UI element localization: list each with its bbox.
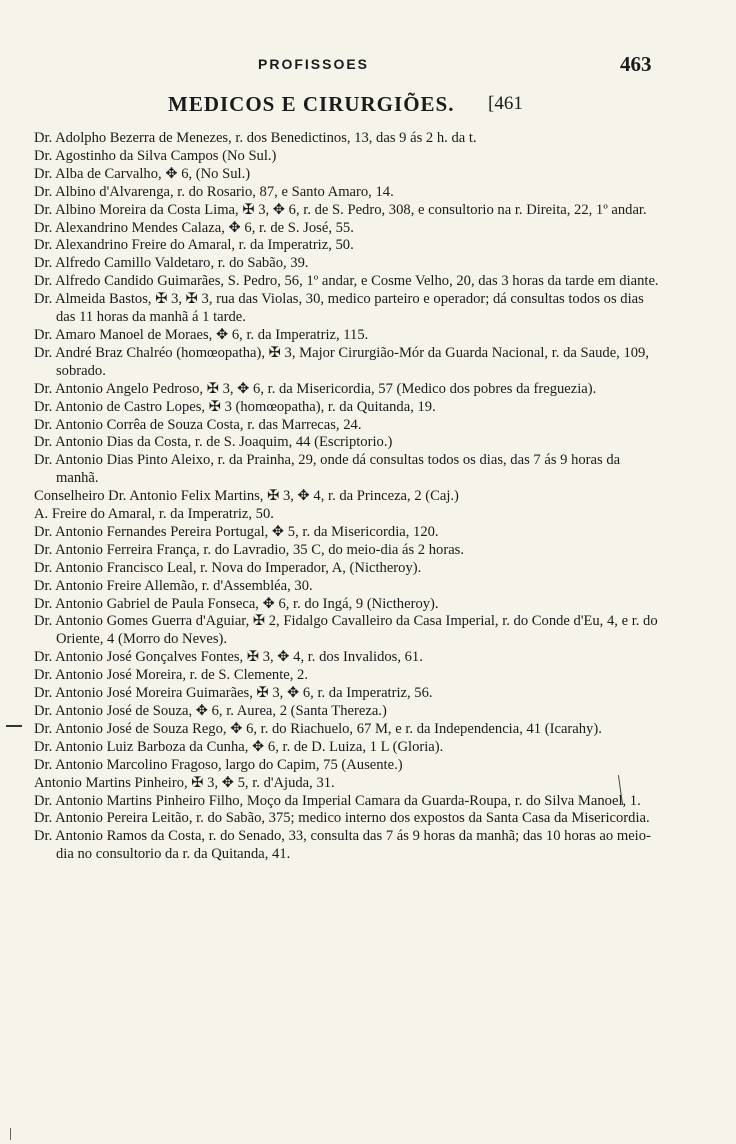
directory-entry: Conselheiro Dr. Antonio Felix Martins, ✠ 3, ✥ 4, r. da Princeza, 2 (Caj.) xyxy=(34,488,459,505)
directory-entry: Dr. Alexandrino Mendes Calaza, ✥ 6, r. de S. José, 55. xyxy=(34,219,354,236)
running-title: PROFISSOES xyxy=(258,56,370,72)
directory-entry: Dr. Antonio Marcolino Fragoso, largo do Capim, 75 (Ausente.) xyxy=(34,756,403,773)
page-number: 463 xyxy=(620,52,652,76)
section-title: MEDICOS E CIRURGIÕES. xyxy=(168,92,455,116)
directory-entry: Dr. Antonio Martins Pinheiro Filho, Moço da Imperial Camara da Guarda-Roupa, r. do Silva Manoel, 1. xyxy=(34,792,641,809)
directory-entry: Dr. Antonio Luiz Barboza da Cunha, ✥ 6, r. de D. Luiza, 1 L (Gloria). xyxy=(34,738,444,755)
stray-ink-mark xyxy=(10,1128,11,1140)
directory-entry: Dr. Agostinho da Silva Campos (No Sul.) xyxy=(34,147,277,164)
directory-entry: Dr. Alfredo Candido Guimarães, S. Pedro, 56, 1º andar, e Cosme Velho, 20, das 3 horas da tarde em diante. xyxy=(34,273,659,290)
directory-entry: Dr. Antonio Pereira Leitão, r. do Sabão, 375; medico interno dos expostos da Santa Casa da Misericordia. xyxy=(34,810,650,827)
directory-entry: Dr. Antonio Francisco Leal, r. Nova do Imperador, A, (Nictheroy). xyxy=(34,559,422,576)
directory-entry: Dr. Antonio José Gonçalves Fontes, ✠ 3, ✥ 4, r. dos Invalidos, 61. xyxy=(34,649,423,666)
directory-entry: Dr. Antonio José Moreira, r. de S. Clemente, 2. xyxy=(34,667,309,684)
directory-entry: Dr. Antonio Freire Allemão, r. d'Assembléa, 30. xyxy=(34,577,313,594)
margin-dash-mark xyxy=(6,725,22,727)
directory-entry: Antonio Martins Pinheiro, ✠ 3, ✥ 5, r. d'Ajuda, 31. xyxy=(34,774,335,791)
directory-entry: Dr. Alba de Carvalho, ✥ 6, (No Sul.) xyxy=(34,165,251,182)
directory-entry: A. Freire do Amaral, r. da Imperatriz, 50. xyxy=(34,506,274,523)
directory-entry: Dr. Antonio Gabriel de Paula Fonseca, ✥ 6, r. do Ingá, 9 (Nictheroy). xyxy=(34,595,439,612)
section-heading xyxy=(0,90,736,122)
directory-entry: Dr. Antonio de Castro Lopes, ✠ 3 (homœopatha), r. da Quitanda, 19. xyxy=(34,398,436,415)
directory-entry: Dr. Antonio José de Souza, ✥ 6, r. Aurea, 2 (Santa Thereza.) xyxy=(34,703,387,719)
directory-entry: Dr. Amaro Manoel de Moraes, ✥ 6, r. da Imperatriz, 115. xyxy=(34,326,369,343)
directory-entry: Dr. Alexandrino Freire do Amaral, r. da Imperatriz, 50. xyxy=(34,237,354,254)
directory-entry: Dr. Almeida Bastos, ✠ 3, ✠ 3, rua das Violas, 30, medico parteiro e operador; dá consultas todos os dias das 11 horas da manhã á 1 tarde. xyxy=(34,291,644,326)
directory-entry: Dr. Antonio Ramos da Costa, r. do Senado, 33, consulta das 7 ás 9 horas da manhã; das 10 horas ao meio-dia no consultorio da r. da Quitanda, 41. xyxy=(34,828,651,863)
directory-entry: Dr. Albino Moreira da Costa Lima, ✠ 3, ✥ 6, r. de S. Pedro, 308, e consultorio na r. Direita, 22, 1º andar. xyxy=(34,201,647,218)
directory-entry: Dr. Antonio Angelo Pedroso, ✠ 3, ✥ 6, r. da Misericordia, 57 (Medico dos pobres da freguezia). xyxy=(34,380,597,397)
directory-entry: Dr. Antonio Ferreira França, r. do Lavradio, 35 C, do meio-dia ás 2 horas. xyxy=(34,541,465,558)
directory-entry: Dr. Antonio Corrêa de Souza Costa, r. das Marrecas, 24. xyxy=(34,416,362,433)
directory-entry: Dr. Antonio José de Souza Rego, ✥ 6, r. do Riachuelo, 67 M, e r. da Independencia, 41 (Icarahy). xyxy=(34,720,602,737)
directory-entry: Dr. Antonio Dias da Costa, r. de S. Joaquim, 44 (Escriptorio.) xyxy=(34,434,393,451)
directory-entry: Dr. Antonio Dias Pinto Aleixo, r. da Prainha, 29, onde dá consultas todos os dias, das 7 ás 9 horas da manhã. xyxy=(34,452,621,487)
directory-entry: Dr. André Braz Chalréo (homœopatha), ✠ 3, Major Cirurgião-Mór da Guarda Nacional, r. da Saude, 109, sobrado. xyxy=(34,344,650,379)
running-head xyxy=(0,52,736,80)
directory-entry: Dr. Adolpho Bezerra de Menezes, r. dos Benedictinos, 13, das 9 ás 2 h. da t. xyxy=(34,130,477,146)
directory-entry: Dr. Alfredo Camillo Valdetaro, r. do Sabão, 39. xyxy=(34,255,309,272)
directory-entry: Dr. Antonio Gomes Guerra d'Aguiar, ✠ 2, Fidalgo Cavalleiro da Casa Imperial, r. do Conde d'Eu, 4, e r. do Oriente, 4 (Morro do Neves). xyxy=(34,613,658,648)
section-reference: [461 xyxy=(488,93,523,114)
entry-list xyxy=(34,130,664,864)
directory-entry: Dr. Antonio José Moreira Guimarães, ✠ 3, ✥ 6, r. da Imperatriz, 56. xyxy=(34,685,433,702)
directory-entry: Dr. Albino d'Alvarenga, r. do Rosario, 87, e Santo Amaro, 14. xyxy=(34,183,394,200)
directory-entry: Dr. Antonio Fernandes Pereira Portugal, ✥ 5, r. da Misericordia, 120. xyxy=(34,523,439,540)
